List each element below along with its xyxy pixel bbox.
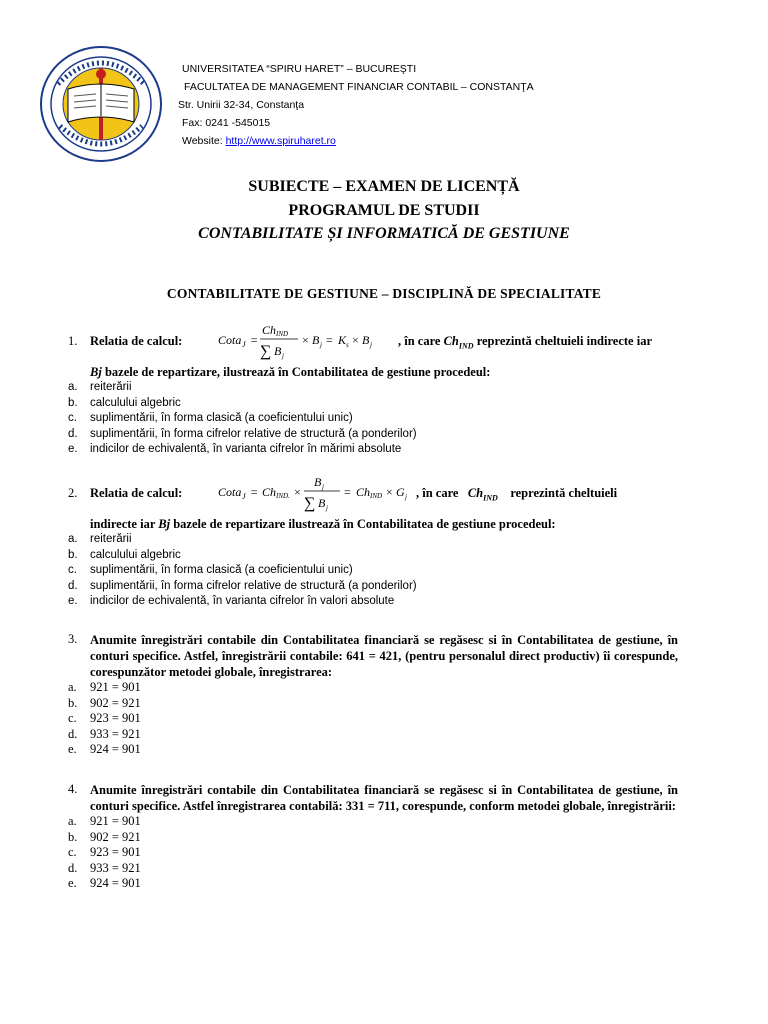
option-item	[68, 411, 678, 427]
option-letter: e.	[68, 595, 78, 607]
option-letter: d.	[68, 427, 78, 440]
option-item	[68, 814, 678, 830]
question-2	[68, 474, 678, 610]
option-item	[68, 380, 678, 396]
svg-text:×: ×	[352, 333, 359, 347]
svg-text:J: J	[242, 340, 246, 349]
svg-text:j: j	[405, 493, 407, 501]
option-item	[68, 845, 678, 861]
option-letter: e.	[68, 742, 77, 756]
option-text: suplimentării, în forma cifrelor relative de structură (a ponderilor)	[90, 427, 417, 440]
svg-text:Ch: Ch	[356, 485, 371, 499]
option-letter: a.	[68, 533, 78, 545]
option-letter: e.	[68, 876, 77, 890]
institution-header	[180, 60, 534, 150]
exam-title: SUBIECTE – EXAMEN DE LICENȚĂ	[248, 178, 520, 195]
option-text: 933 = 921	[90, 726, 141, 741]
option-letter: a.	[68, 814, 77, 828]
svg-text:j: j	[322, 483, 324, 491]
option-item	[68, 548, 678, 564]
university-name: UNIVERSITATEA “SPIRU HARET” – BUCUREŞTI	[182, 63, 417, 75]
svg-text:=: =	[250, 485, 259, 499]
formula-label: Relatia de calcul:	[90, 334, 183, 348]
option-item	[68, 532, 678, 548]
svg-text:s: s	[346, 341, 349, 349]
question-1	[68, 322, 678, 458]
option-text: 923 = 901	[90, 845, 141, 859]
option-text: suplimentării, în forma clasică (a coeficientului unic)	[90, 412, 353, 424]
option-letter: a.	[68, 381, 78, 393]
option-text: 924 = 901	[90, 742, 141, 756]
option-text: reiterării	[90, 533, 132, 545]
option-letter: c.	[68, 845, 77, 859]
svg-text:B: B	[318, 496, 326, 510]
program-name: CONTABILITATE ȘI INFORMATICĂ DE GESTIUNE	[198, 225, 570, 242]
option-letter: d.	[68, 860, 78, 875]
svg-text:×: ×	[302, 333, 309, 347]
question-text: Anumite înregistrări contabile din Contabilitatea financiară se regăsesc si în Contabilitatea de gestiune, în conturi specifice. Astfel, înregistrării contabile: 641 = 421, (pentru personalul direct productiv) îi corespunde, corespunzător metodei globale, înregistrarea:	[90, 633, 678, 679]
option-text: indicilor de echivalentă, în varianta cifrelor în mărimi absolute	[90, 443, 402, 455]
question-number: 4.	[68, 782, 78, 796]
svg-text:B: B	[274, 344, 282, 358]
option-text: 921 = 901	[90, 814, 141, 828]
option-letter: c.	[68, 564, 77, 576]
option-letter: a.	[68, 680, 77, 694]
option-item	[68, 563, 678, 579]
svg-text:Cota: Cota	[218, 485, 242, 499]
option-item	[68, 742, 678, 758]
svg-text:j: j	[282, 352, 284, 360]
svg-text:IND: IND	[276, 330, 289, 338]
option-item	[68, 680, 678, 696]
svg-text:j: j	[326, 504, 328, 512]
option-text: 902 = 921	[90, 695, 141, 710]
option-text: 902 = 921	[90, 829, 141, 844]
option-item	[68, 711, 678, 727]
svg-text:∑: ∑	[260, 343, 272, 360]
svg-text:=: =	[326, 333, 333, 347]
svg-text:IND.: IND.	[276, 492, 290, 500]
formula-continuation: , în care $Ch_{IND}$ reprezintă cheltuieli indirecte iar	[398, 334, 652, 351]
question-number: 1.	[68, 334, 78, 348]
address: Str. Unirii 32-34, Constanţa	[178, 99, 305, 111]
option-item	[68, 427, 678, 443]
option-letter: b.	[68, 548, 78, 561]
option-letter: d.	[68, 579, 78, 592]
university-seal-logo	[38, 44, 164, 164]
question-number: 3.	[68, 632, 78, 646]
option-text: calculului algebric	[90, 396, 181, 409]
option-letter: b.	[68, 829, 78, 844]
svg-text:=: =	[250, 333, 259, 347]
question-4	[68, 782, 678, 892]
option-letter: c.	[68, 412, 77, 424]
svg-text:×: ×	[386, 485, 393, 499]
fax: Fax: 0241 -545015	[182, 117, 271, 129]
option-list	[68, 380, 678, 458]
svg-text:G: G	[396, 485, 405, 499]
option-text: 923 = 901	[90, 711, 141, 725]
option-text: 921 = 901	[90, 680, 141, 694]
svg-text:IND: IND	[370, 492, 383, 500]
svg-text:B: B	[314, 475, 322, 489]
svg-text:J: J	[242, 492, 246, 501]
option-list	[68, 814, 678, 892]
website-link[interactable]: http://www.spiruharet.ro	[225, 135, 336, 147]
question-text: indirecte iar Bj bazele de repartizare ilustrează în Contabilitatea de gestiune procedeul:	[90, 517, 556, 531]
question-text: Bj bazele de repartizare, ilustrează în Contabilitatea de gestiune procedeul:	[90, 365, 491, 379]
option-text: 924 = 901	[90, 876, 141, 890]
website-line	[182, 132, 534, 150]
option-item	[68, 396, 678, 412]
option-text: reiterării	[90, 381, 132, 393]
option-text: calculului algebric	[90, 548, 181, 561]
option-letter: b.	[68, 695, 78, 710]
svg-text:j: j	[320, 341, 322, 349]
option-letter: b.	[68, 396, 78, 409]
option-text: suplimentării, în forma cifrelor relative de structură (a ponderilor)	[90, 579, 417, 592]
question-text: Anumite înregistrări contabile din Contabilitatea financiară se regăsesc si în Contabilitatea de gestiune, în conturi specifice. Astfel înregistrarea contabilă: 331 = 711, corespunde, conform metodei globale, înregistrării:	[90, 783, 678, 813]
option-item	[68, 861, 678, 877]
svg-text:B: B	[362, 333, 370, 347]
option-item	[68, 876, 678, 892]
svg-text:B: B	[312, 333, 320, 347]
option-letter: d.	[68, 726, 78, 741]
program-title: PROGRAMUL DE STUDII	[288, 202, 480, 219]
faculty-name: FACULTATEA DE MANAGEMENT FINANCIAR CONTABIL – CONSTANŢA	[184, 81, 534, 93]
option-list	[68, 680, 678, 758]
formula-label: Relatia de calcul:	[90, 486, 183, 500]
option-item	[68, 442, 678, 458]
question-number: 2.	[68, 486, 78, 500]
svg-text:Ch: Ch	[262, 485, 277, 499]
discipline-subtitle: CONTABILITATE DE GESTIUNE – DISCIPLINĂ DE SPECIALITATE	[166, 286, 602, 301]
formula-image	[218, 474, 438, 517]
svg-text:×: ×	[294, 485, 301, 499]
option-item	[68, 579, 678, 595]
option-item	[68, 727, 678, 743]
svg-text:=: =	[344, 485, 351, 499]
formula-continuation: , în care $Ch_{IND}$ reprezintă cheltuieli	[416, 486, 618, 503]
option-text: suplimentării, în forma clasică (a coeficientului unic)	[90, 564, 353, 576]
option-item	[68, 696, 678, 712]
svg-text:Cota: Cota	[218, 333, 242, 347]
option-item	[68, 830, 678, 846]
svg-text:∑: ∑	[304, 495, 316, 512]
option-text: indicilor de echivalentă, în varianta cifrelor în valori absolute	[90, 595, 395, 607]
option-letter: c.	[68, 711, 77, 725]
option-letter: e.	[68, 443, 78, 455]
option-list	[68, 532, 678, 610]
svg-text:j: j	[370, 341, 372, 349]
website-label: Website:	[182, 135, 223, 147]
option-item	[68, 594, 678, 610]
option-text: 933 = 921	[90, 860, 141, 875]
svg-text:K: K	[338, 333, 347, 347]
svg-text:Ch: Ch	[262, 323, 277, 337]
question-3	[68, 632, 678, 758]
formula-image	[218, 322, 398, 365]
